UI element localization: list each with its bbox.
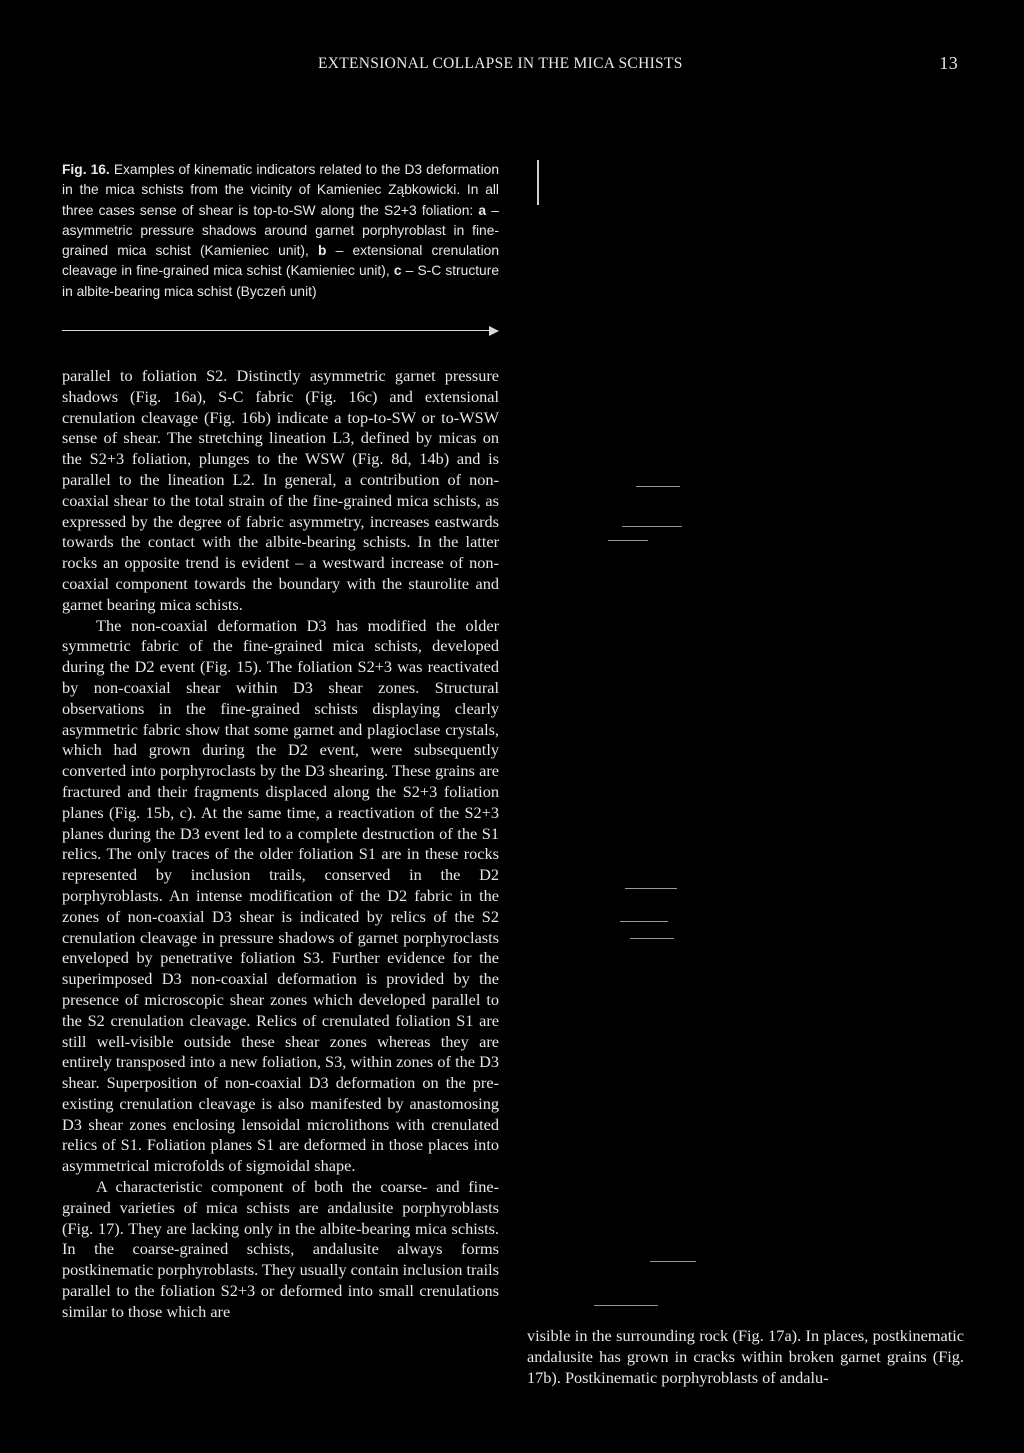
caption-key-b: b — [318, 243, 327, 259]
paragraph-2: The non-coaxial deformation D3 has modified the older symmetric fabric of the fine-grained mica schists, developed during the D2 event (Fig. 15). The foliation S2+3 was reactivated by non-coaxial shear within D3 shear zones. Structural observations in the fine-grained schists displaying clearly asymmetric fabric show that some garnet and plagioclase crystals, which had grown during the D2 event, were subsequently converted into porphyroclasts by the D3 shearing. These grains are fractured and their fragments displaced along the S2+3 foliation planes (Fig. 15b, c). At the same time, a reactivation of the S2+3 planes during the D3 event led to a complete destruction of the S1 relics. The only traces of the older foliation S1 are in these rocks represented by inclusion trails, conserved in the D2 porphyroblasts. An intense modification of the D2 fabric in the zones of non-coaxial D3 shear is indicated by relics of the S2 crenulation cleavage in pressure shadows of garnet porphyroclasts enveloped by penetrative foliation S3. Further evidence for the superimposed D3 non-coaxial deformation is provided by the presence of microscopic shear zones which developed parallel to the S2 crenulation cleavage. Relics of crenulated foliation S1 are still well-visible outside these shear zones whereas they are entirely transposed into a new foliation, S3, within zones of the D3 shear. Superposition of non-coaxial D3 deformation on the pre-existing crenulation cleavage is also manifested by anastomosing D3 shear zones enclosing lensoidal microlithons with crenulated relics of S1. Foliation planes S1 are deformed in those places into asymmetrical microfolds of sigmoidal shape. — [62, 615, 499, 1176]
caption-key-a: a — [478, 202, 487, 218]
figure-trace-mark — [630, 938, 674, 939]
figure-label: Fig. 16. — [62, 162, 110, 177]
figure-trace-mark — [608, 540, 648, 541]
figure-trace-mark — [650, 1261, 696, 1262]
paragraph-3: A characteristic component of both the coarse- and fine-grained varieties of mica schists are andalusite porphyroblasts (Fig. 17). They are lacking only in the albite-bearing mica schists. In the coarse-grained schists, andalusite always forms postkinematic porphyroblasts. They usually contain inclusion trails parallel to the foliation S2+3 or deformed into small crenulations similar to those which are — [62, 1177, 499, 1321]
caption-text-b: – extensional crenulation cleavage in fine-grained mica schist (Kamieniec unit), — [62, 243, 499, 279]
figure-trace-mark — [625, 888, 677, 889]
caption-arrow-icon — [62, 325, 499, 337]
left-column — [62, 366, 499, 1323]
figure-caption — [62, 160, 499, 302]
figure-trace-mark — [620, 921, 668, 922]
paragraph-1: parallel to foliation S2. Distinctly asymmetric garnet pressure shadows (Fig. 16a), S-C fabric (Fig. 16c) and extensional crenulation cleavage (Fig. 16b) indicate a top-to-SW or to-WSW sense of shear. The stretching lineation L3, defined by micas on the S2+3 foliation, plunges to the WSW (Fig. 8d, 14b) and is parallel to the lineation L2. In general, a contribution of non-coaxial shear to the total strain of the fine-grained mica schists, as expressed by the degree of fabric asymmetry, increases eastwards towards the contact with the albite-bearing schists. In the latter rocks an opposite trend is evident – a westward increase of non-coaxial component towards the boundary with the staurolite and garnet bearing mica schists. — [62, 366, 499, 614]
figure-edge-marker — [537, 160, 539, 205]
figure-trace-mark — [594, 1305, 658, 1306]
right-paragraph-1: visible in the surrounding rock (Fig. 17a). In places, postkinematic andalusite has grown in cracks within broken garnet grains (Fig. 17b). Postkinematic porphyroblasts of andalu- — [527, 1326, 964, 1387]
page-number: 13 — [939, 53, 958, 73]
figure-trace-mark — [636, 486, 680, 487]
caption-intro: Examples of kinematic indicators related to the D3 deformation in the mica schists from the vicinity of Kamieniec Ząbkowicki. In all three cases sense of shear is top-to-SW along the S2+3 foliation: — [62, 162, 500, 218]
caption-key-c: c — [393, 263, 402, 279]
caption-text-c: – S-C structure in albite-bearing mica schist (Byczeń unit) — [62, 263, 499, 299]
running-title: EXTENSIONAL COLLAPSE IN THE MICA SCHISTS — [318, 55, 683, 72]
figure-trace-mark — [622, 526, 682, 527]
right-column — [527, 1326, 964, 1388]
caption-text-a: – asymmetric pressure shadows around garnet porphyroblast in fine-grained mica schist (Kamieniec unit), — [62, 202, 499, 259]
